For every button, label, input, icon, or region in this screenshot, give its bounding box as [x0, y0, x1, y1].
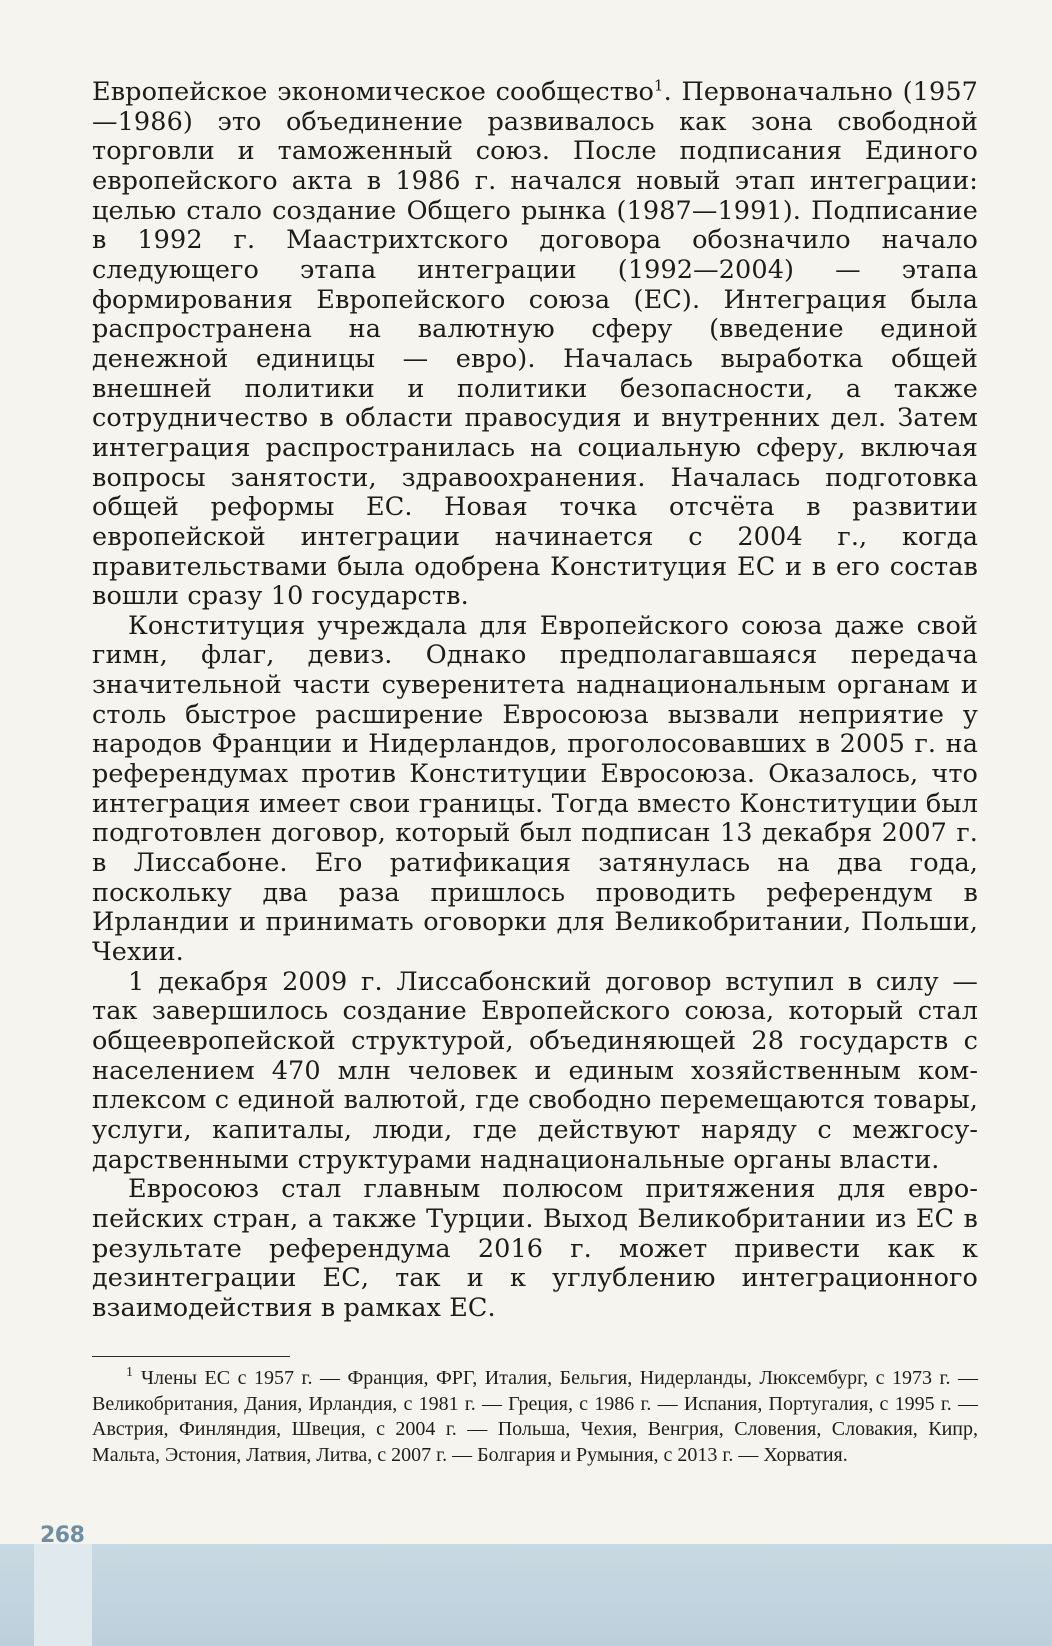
paragraph-1-rest: . Первоначально (1957—1986) это объединение развивалось как зона свободной торговли и таможенный союз. После подписания Единого европейского акта в 1986 г. начался новый этап интеграции: целью стало создание Общего рынка (1987—1991). Подписание в 1992 г. Маастрихтского договора обозначило начало следующего этапа интеграции (1992—2004) — этапа формирования Европейского союза (ЕС). Интеграция была распространена на валютную сферу (введение единой денежной единицы — евро). Началась выработка общей внешней политики и политики безопасности, а также сотрудничество в области правосудия и внутренних дел. Затем интеграция распространилась на социальную сферу, включая вопросы занятости, здравоохранения. Началась подготовка общей реформы ЕС. Новая точка отсчёта в развитии европейской интеграции начинается с 2004 г., когда правительствами была одобрена Конституция ЕС и в его состав вошли сразу 10 государств. — [92, 77, 978, 612]
margin-strip — [34, 1544, 92, 1646]
paragraph-2: Конституция учреждала для Европейского союза даже свой гимн, флаг, девиз. Однако предполагавшаяся передача значительной части суверенитета наднациональным органам и столь быстрое расширение Евросоюза вызвали неприятие у народов Франции и Нидерландов, проголосовавших в 2005 г. на референдумах против Конституции Евросоюза. Оказалось, что интеграция имеет свои границы. Тогда вместо Конституции был подготовлен договор, который был подписан 13 декабря 2007 г. в Лиссабоне. Его ратификация затянулась на два года, поскольку два раза пришлось проводить референдум в Ирландии и принимать оговорки для Великобритании, Польши, Чехии. — [92, 610, 978, 968]
bottom-decorative-band — [0, 1544, 1052, 1646]
footnote-text: Члены ЕС с 1957 г. — Франция, ФРГ, Италия, Бельгия, Нидерланды, Люксембург, с 1973 г. — Великобритания, Дания, Ирландия, с 1981 г. — Греция, с 1986 г. — Испания, Португалия, с 1995 г. — Австрия, Финляндия, Швеция, с 2004 г. — Польша, Чехия, Венгрия, Словения, Словакия, Кипр, Мальта, Эстония, Латвия, Литва, с 2007 г. — Болгария и Румыния, с 2013 г. — Хорватия. — [92, 1367, 978, 1466]
paragraph-1-start: Европейское экономическое сообщество — [92, 77, 654, 107]
paragraph-4: Евросоюз стал главным полюсом притяжения для европейских стран, а также Турции. Выход Великобритании из ЕС в результате референдума 2016 г. может привести как к дезинтеграции ЕС, так и к углублению интеграционного взаимодействия в рамках ЕС. — [92, 1174, 978, 1323]
footnote-reference: 1 — [653, 76, 664, 95]
main-text — [92, 78, 978, 1324]
paragraph-1 — [92, 78, 978, 612]
paragraph-3: 1 декабря 2009 г. Лиссабонский договор вступил в силу — так завершилось создание Европейского союза, который стал общеевропейской структурой, объединяющей 28 государств с населением 470 млн человек и единым хозяйственным комплексом с единой валютой, где свободно перемещаются товары, услуги, капиталы, люди, где действуют наряду с межгосударственными структурами наднациональные органы власти. — [92, 966, 978, 1175]
footnote — [92, 1366, 978, 1468]
footnote-divider — [92, 1356, 290, 1357]
footnote-marker: 1 — [126, 1365, 133, 1381]
page-number: 268 — [40, 1523, 85, 1548]
